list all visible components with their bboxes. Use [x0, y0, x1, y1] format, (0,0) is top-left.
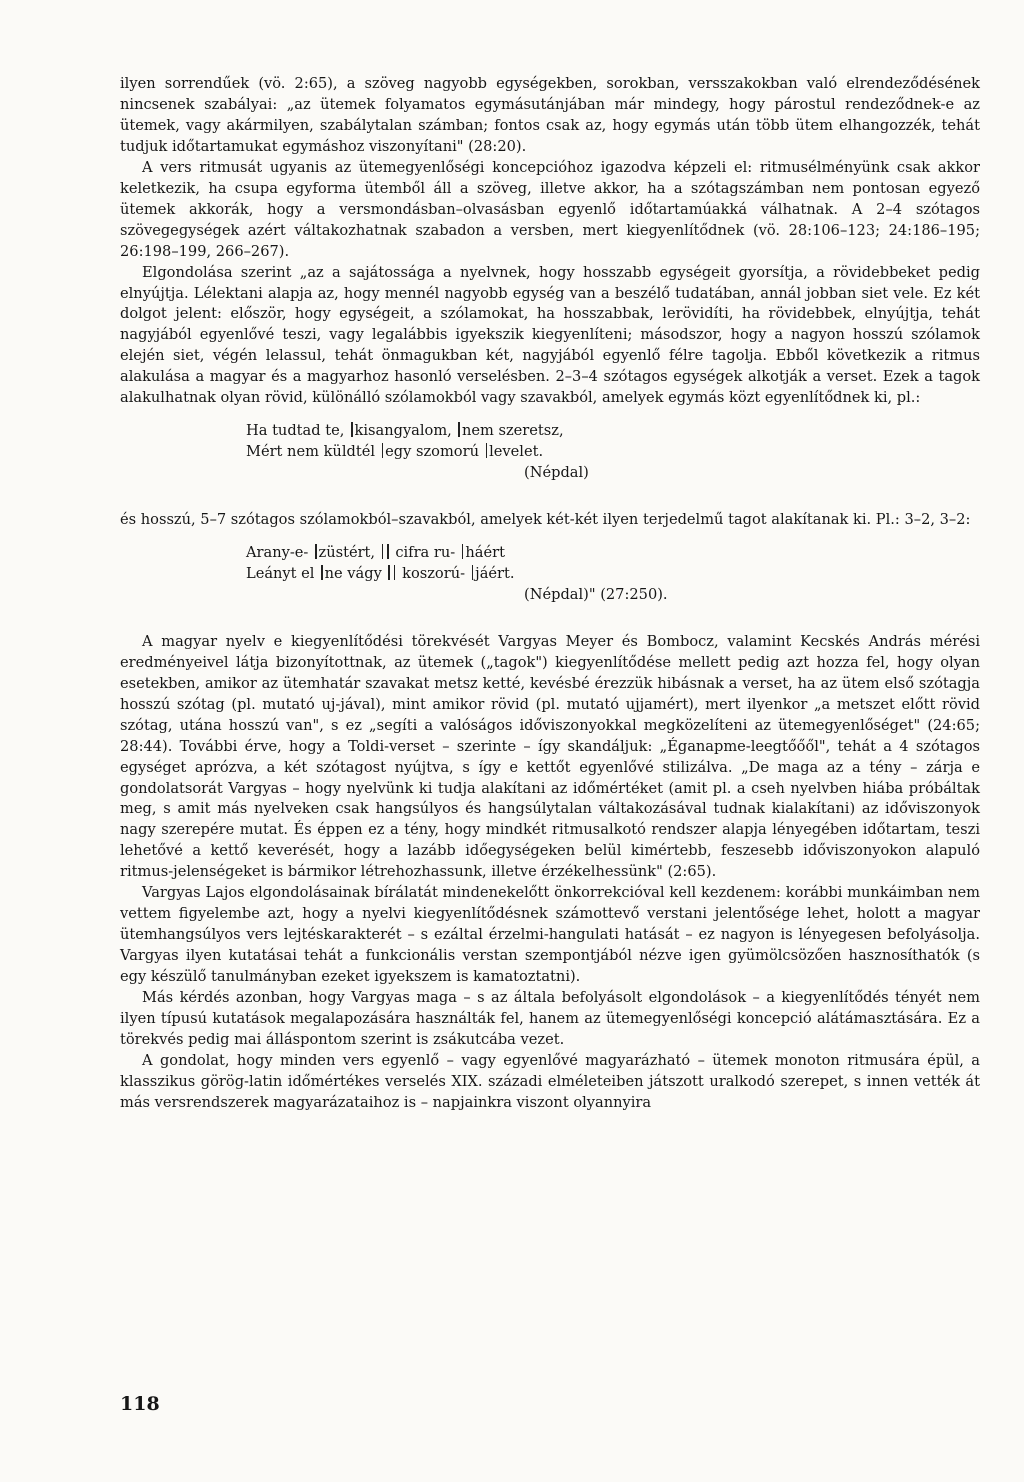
- caesura-bar: [315, 544, 317, 559]
- paragraph-3: Elgondolása szerint „az a sajátossága a nyelvnek, hogy hosszabb egységeit gyorsítja, a rövidebbeket pedig elnyújtja. Lélektani alapja az, hogy mennél nagyobb egység van a beszélő tudatában, annál jobban siet vele. Ez két dolgot jelent: először, hogy egységeit, a szólamokat, ha hosszabbak, lerövidíti, ha rövidebbek, elnyújtja, tehát nagyjából egyenlővé teszi, vagy legalábbis igyekszik kiegyenlíteni; másodszor, hogy a nagyon hosszú szólamok elején siet, végén lelassul, tehát önmagukban két, nagyjából egyenlő félre tagolja. Ebből következik a ritmus alakulása a magyar és a magyarhoz hasonló verselésben. 2–3–4 szótagos egységek alkotják a verset. Ezek a tagok alakulhatnak olyan rövid, különálló szólamokból vagy szavakból, amelyek egymás közt egyenlítődnek ki, pl.:: [120, 263, 980, 407]
- paragraph-1: ilyen sorrendűek (vö. 2:65), a szöveg nagyobb egységekben, sorokban, versszakokban való elrendeződésének nincsenek szabályai: „az ütemek folyamatos egymásutánjában már mindegy, hogy párostul rendeződnek-e az ütemek, vagy akármilyen, szabálytalan számban; fontos csak az, hogy egymás után több ütem elhangozzék, tehát tudjuk időtartamukat egymáshoz viszonyítani" (28:20).: [120, 75, 980, 155]
- caesura-bar: [486, 443, 488, 458]
- poem-source: (Népdal): [524, 464, 589, 482]
- paragraph-8: A gondolat, hogy minden vers egyenlő – vagy egyenlővé magyarázható – ütemek monoton ritmusára épül, a klasszikus görög-latin időmértékes verselés XIX. századi elméleteiben játszott uralkodó szerepet, s innen vették át más versrendszerek magyarázataihoz is – napjainkra viszont olyannyira: [120, 1051, 980, 1111]
- caesura-bar: [388, 565, 390, 580]
- poem-excerpt-1: [246, 421, 726, 484]
- caesura-bar: [382, 443, 384, 458]
- caesura-bar: [458, 422, 460, 437]
- caesura-bar: [382, 544, 384, 559]
- caesura-bar: [387, 544, 389, 559]
- caesura-bar: [472, 565, 474, 580]
- poem-line: Leányt el ne vágy koszorú- jáért.: [246, 564, 515, 582]
- paragraph-4: és hosszú, 5–7 szótagos szólamokból–szavakból, amelyek két-két ilyen terjedelmű tagot alakítanak ki. Pl.: 3–2, 3–2:: [120, 511, 971, 529]
- poem-source: (Népdal)" (27:250).: [524, 585, 668, 603]
- poem-line: Ha tudtad te, kisangyalom, nem szeretsz,: [246, 422, 564, 440]
- paragraph-6: Vargyas Lajos elgondolásainak bírálatát mindenekelőtt önkorrekcióval kell kezdenem: korábbi munkáimban nem vettem figyelembe azt, hogy a nyelvi kiegyenlítődésnek számottevő verstani jelentősége lehet, holott a magyar ütemhangsúlyos vers lejtéskarakterét – s ezáltal érzelmi-hangulati hatását – ez nagyon is lényegesen befolyásolja. Vargyas ilyen kutatásai tehát a funkcionális verstan szempontjából nézve igen gyümölcsözően hasznosíthatók (s egy készülő tanulmányban ezeket igyekszem is kamatoztatni).: [120, 884, 980, 986]
- paragraph-2: A vers ritmusát ugyanis az ütemegyenlőségi koncepcióhoz igazodva képzeli el: ritmusélményünk csak akkor keletkezik, ha csupa egyforma ütemből áll a szöveg, illetve akkor, ha a szótagszámban nem pontosan egyező ütemek akkorák, hogy a versmondásban–olvasásban egyenlő időtartamúakká válhatnak. A 2–4 szótagos szövegegységek azért váltakozhatnak szabadon a versben, mert kiegyenlítődnek (vö. 28:106–123; 24:186–195; 26:198–199, 266–267).: [120, 158, 980, 260]
- caesura-bar: [351, 422, 353, 437]
- paragraph-5: A magyar nyelv e kiegyenlítődési törekvését Vargyas Meyer és Bombocz, valamint Kecskés András mérési eredményeivel látja bizonyítottnak, az ütemek („tagok") kiegyenlítődése mellett pedig azt hozza fel, hogy olyan esetekben, amikor az ütemhatár szavakat metsz ketté, kevésbé érezzük hibásnak a verset, ha az ütem első szótagja hosszú szótag (pl. mutató uj-jával), mint amikor rövid (pl. mutató ujjamért), mert ilyenkor „a metszet előtt rövid szótag, utána hosszú van", s ez „segíti a valóságos időviszonyokkal megközelíteni az ütemegyenlőséget" (24:65; 28:44). További érve, hogy a Toldi-verset – szerinte – így skandáljuk: „Éganapme-leegtőőől", tehát a 4 szótagos egységet aprózva, a két szótagost nyújtva, s így e kettőt egyenlővé stilizálva. „De maga az a tény – zárja e gondolatsorát Vargyas – hogy nyelvünk ki tudja alakítani az időmértéket (amit pl. a cseh nyelvben hiába próbáltak meg, s amit más nyelveken csak hangsúlyos és hangsúlytalan váltakozásával tudnak kialakítani) az időviszonyok nagy szerepére mutat. És éppen ez a tény, hogy mindkét ritmusalkotó rendszer alapja lényegében időtartam, teszi lehetővé a kettő keverését, hogy a lazább időegységeken belül kimértebb, feszesebb időviszonyokon alapuló ritmus-jelenségeket is bármikor létrehozhassunk, illetve érzékelhessünk" (2:65).: [120, 632, 980, 881]
- body-text: [120, 74, 980, 1114]
- page-number: 118: [120, 1393, 160, 1415]
- poem-line: Arany-e- züstért, cifra ru- háért: [246, 544, 505, 562]
- caesura-bar: [394, 565, 396, 580]
- caesura-bar: [321, 565, 323, 580]
- paragraph-7: Más kérdés azonban, hogy Vargyas maga – s az általa befolyásolt elgondolások – a kiegyenlítődés tényét nem ilyen típusú kutatások megalapozására használták fel, hanem az ütemegyenlőségi koncepció alátámasztására. Ez a törekvés pedig mai álláspontom szerint is zsákutcába vezet.: [120, 989, 980, 1048]
- poem-excerpt-2: [246, 543, 726, 606]
- caesura-bar: [462, 544, 464, 559]
- poem-line: Mért nem küldtél egy szomorú levelet.: [246, 443, 544, 461]
